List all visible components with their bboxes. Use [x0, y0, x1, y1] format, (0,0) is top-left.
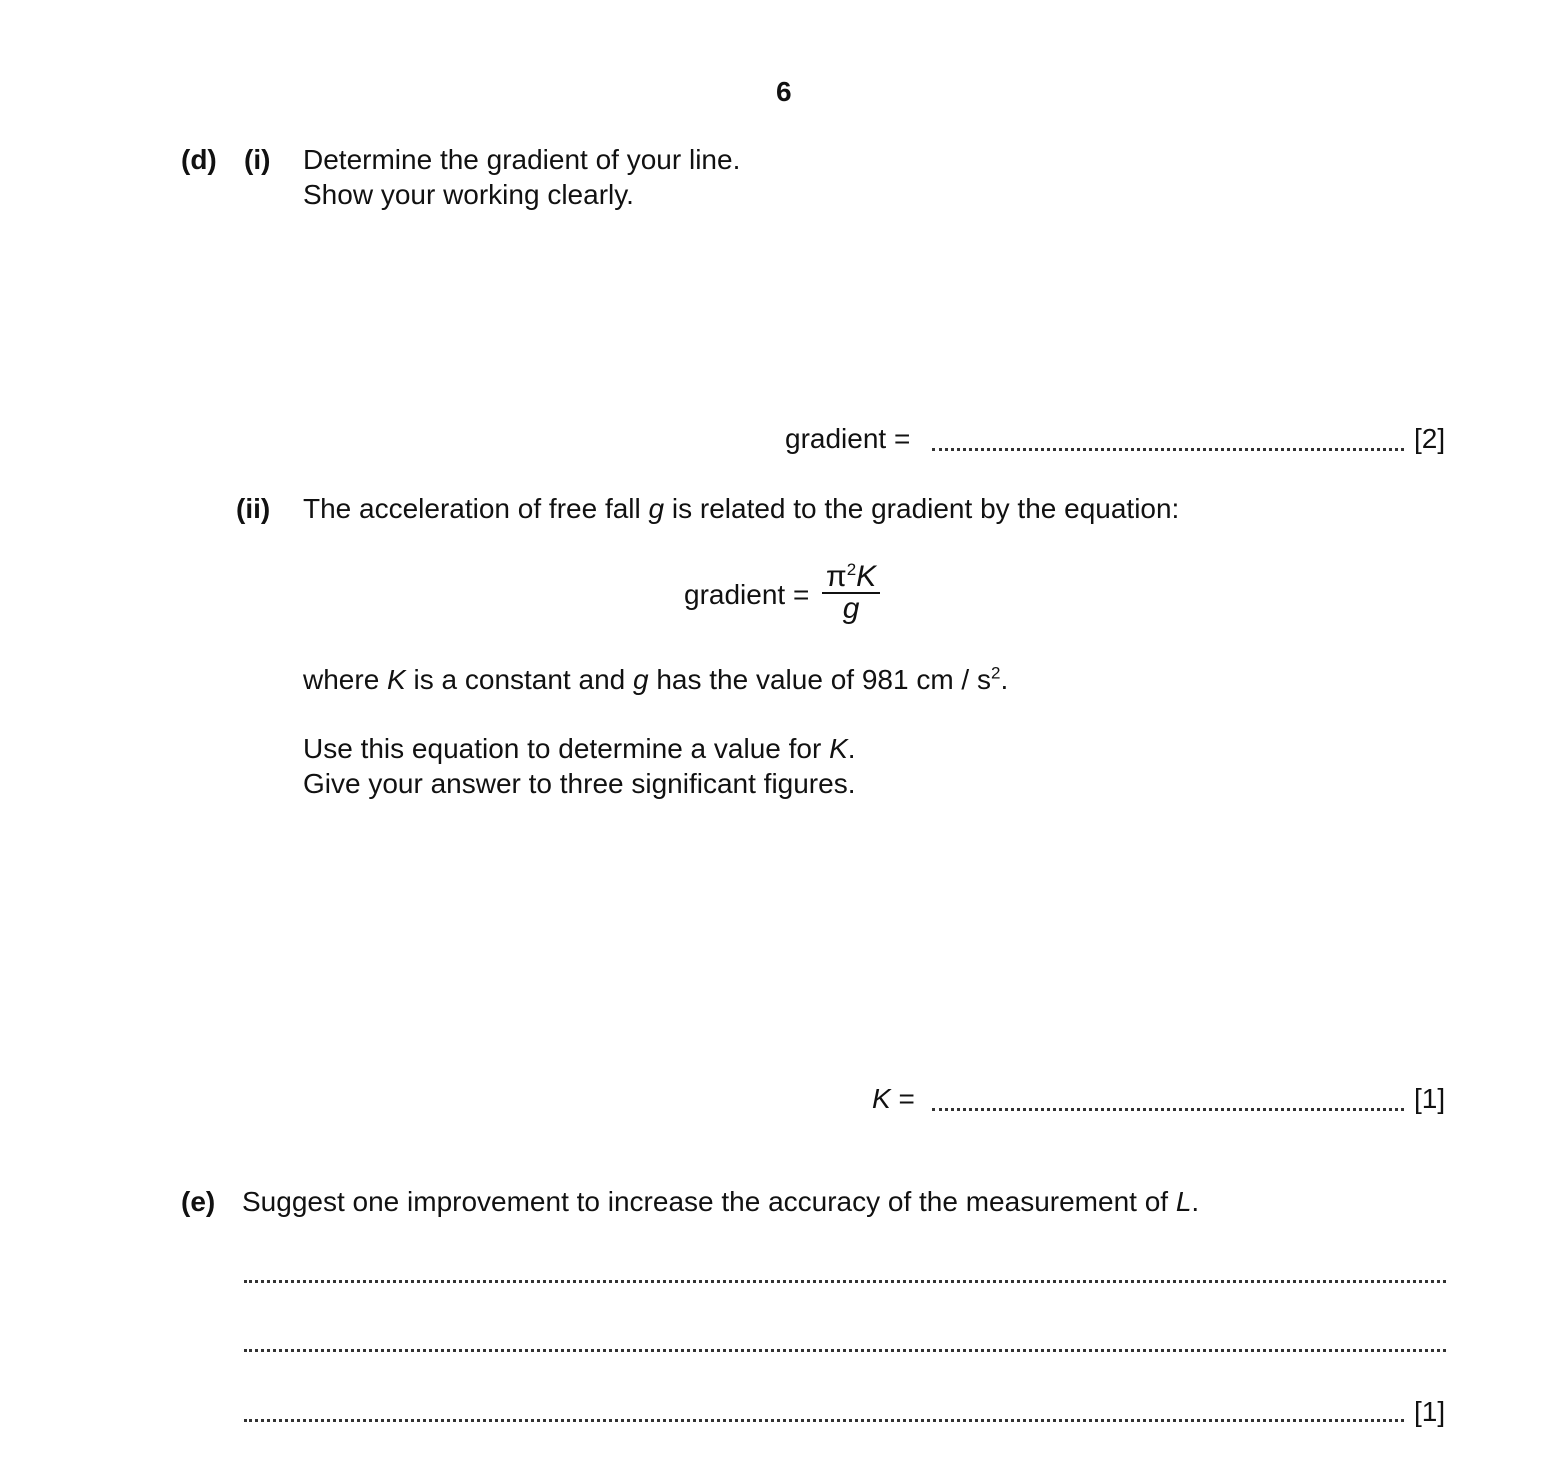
- where-text: where K is a constant and g has the value of 981 cm / $s^2$.: [303, 663, 1009, 695]
- k-answer-label: K =: [872, 1083, 915, 1114]
- equation-lhs: gradient =: [684, 579, 810, 610]
- part-e-label: (e): [181, 1186, 216, 1217]
- answer-line-3[interactable]: [244, 1419, 1404, 1422]
- sub-ii-label: (ii): [236, 493, 271, 524]
- part-e-marks: [1]: [1414, 1396, 1446, 1427]
- equation-numerator: $\pi^2K$: [822, 562, 880, 594]
- gradient-answer-label: gradient =: [785, 423, 911, 454]
- k-answer-line[interactable]: [932, 1108, 1404, 1111]
- sub-i-label: (i): [244, 144, 271, 175]
- sig-fig-text: Give your answer to three significant figures.: [303, 768, 856, 799]
- sub-i-line1: Determine the gradient of your line.: [303, 144, 741, 175]
- use-equation-text: Use this equation to determine a value for K.: [303, 733, 856, 764]
- gradient-answer-line[interactable]: [932, 448, 1404, 451]
- answer-line-2[interactable]: [244, 1349, 1446, 1352]
- sub-i-line2: Show your working clearly.: [303, 179, 634, 210]
- equation-denominator: g: [842, 592, 860, 625]
- gradient-marks: [2]: [1414, 423, 1446, 454]
- sub-ii-intro: The acceleration of free fall g is related to the gradient by the equation:: [303, 493, 1180, 524]
- equation-fraction: [822, 562, 880, 624]
- page-number: 6: [776, 76, 792, 107]
- k-marks: [1]: [1414, 1083, 1446, 1114]
- part-e-question: Suggest one improvement to increase the accuracy of the measurement of L.: [242, 1186, 1200, 1217]
- answer-line-1[interactable]: [244, 1280, 1446, 1283]
- part-d-label: (d): [181, 144, 217, 175]
